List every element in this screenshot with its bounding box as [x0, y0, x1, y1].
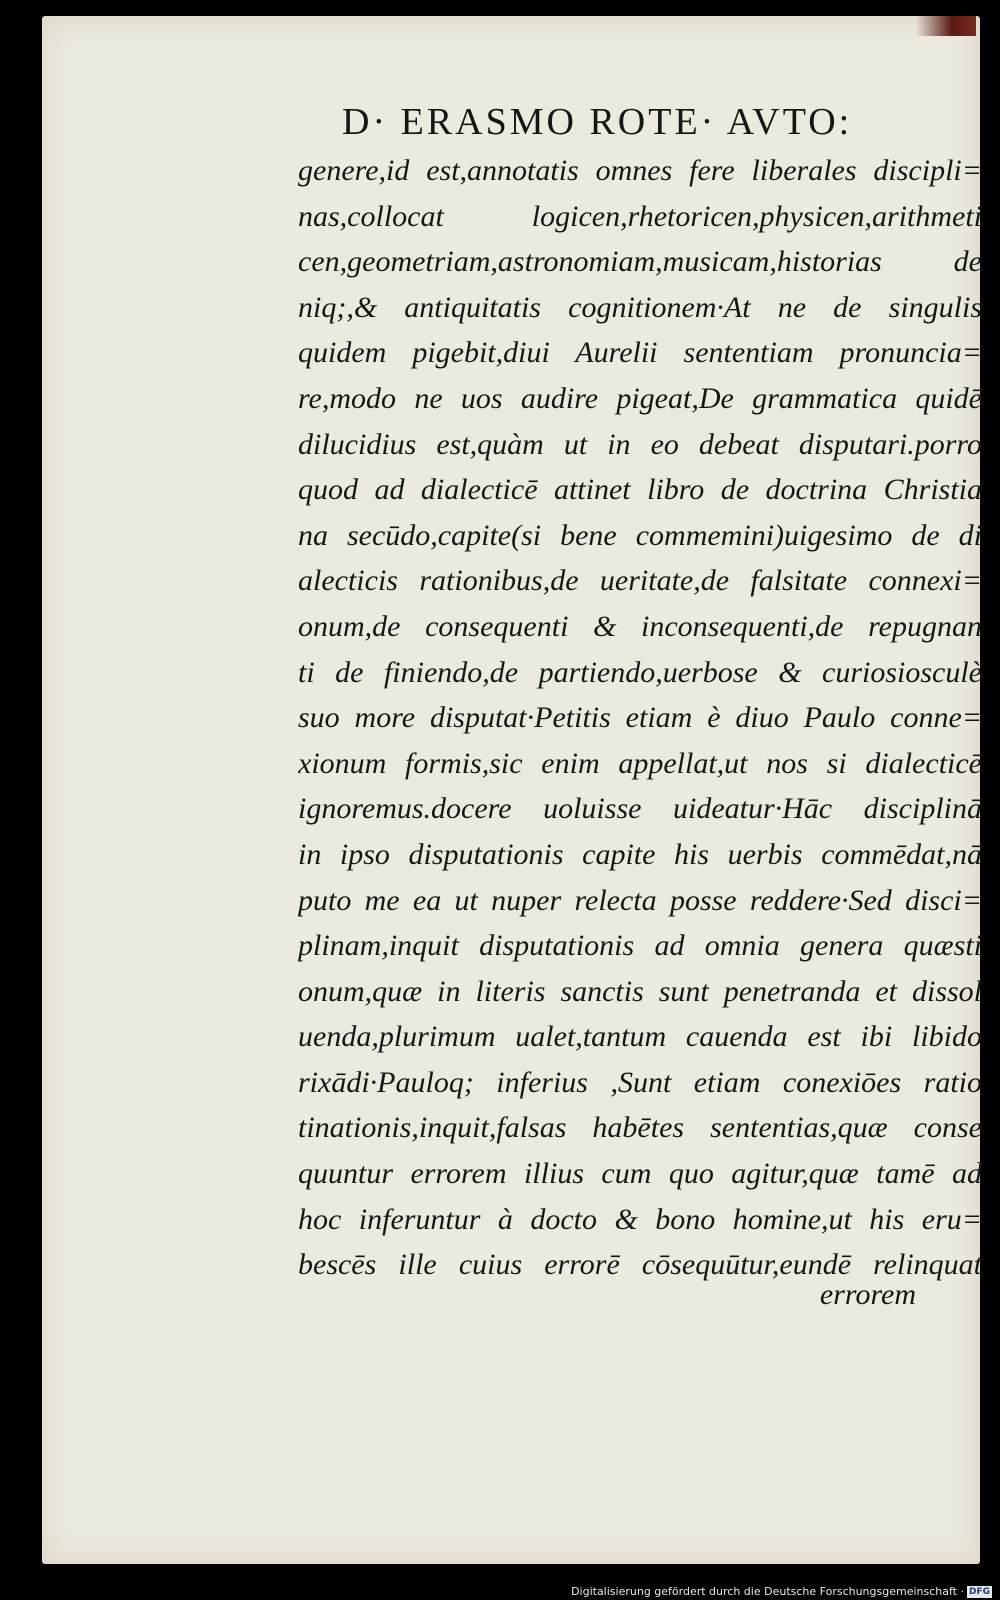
text-line: uenda,plurimum ualet,tantum cauenda est ibi libido	[298, 1020, 982, 1054]
text-line: hoc inferuntur à docto & bono homine,ut his eru=	[298, 1202, 982, 1236]
text-line: plinam,inquit disputationis ad omnia genera quæsti	[298, 929, 982, 963]
book-page	[42, 16, 980, 1564]
text-line: xionum formis,sic enim appellat,ut nos si dialecticē	[298, 746, 982, 780]
dfg-logo: DFG	[968, 1586, 990, 1597]
text-line: ignoremus.docere uoluisse uideatur·Hāc disciplinā	[298, 792, 982, 826]
text-line: na secūdo,capite(si bene commemini)uigesimo de di	[298, 518, 982, 552]
text-line: quod ad dialecticē attinet libro de doctrina Christia	[298, 473, 982, 507]
text-line: ti de finiendo,de partiendo,uerbose & curiosiosculè	[298, 655, 982, 689]
text-line: genere,id est,annotatis omnes fere liberales discipli=	[298, 154, 982, 187]
text-line: quuntur errorem illius cum quo agitur,quæ tamē ad	[298, 1157, 982, 1191]
body-text	[298, 148, 982, 1288]
text-line: cen,geometriam,astronomiam,musicam,historias de	[298, 245, 982, 279]
text-line: alecticis rationibus,de ueritate,de falsitate connexi=	[298, 564, 982, 598]
text-line: puto me ea ut nuper relecta posse reddere·Sed disci=	[298, 883, 982, 917]
digitization-credit	[571, 1585, 992, 1598]
text-line: dilucidius est,quàm ut in eo debeat disputari.porro	[298, 427, 982, 461]
text-line: onum,quæ in literis sanctis sunt penetranda et dissol	[298, 974, 982, 1008]
running-head: D· ERASMO ROTE· AVTO:	[342, 101, 853, 143]
credit-text: Digitalisierung gefördert durch die Deutsche Forschungsgemeinschaft ·	[571, 1585, 964, 1598]
text-line: re,modo ne uos audire pigeat,De grammatica quidē	[298, 381, 982, 415]
text-line: suo more disputat·Petitis etiam è diuo Paulo conne=	[298, 701, 982, 735]
text-line: quidem pigebit,diui Aurelii sententiam pronuncia=	[298, 336, 982, 370]
catchword: errorem	[819, 1278, 916, 1311]
text-line: tinationis,inquit,falsas habētes sententias,quæ conse	[298, 1111, 982, 1145]
text-line: niq;,& antiquitatis cognitionem·At ne de singulis	[298, 290, 982, 324]
corner-binding-mark	[916, 16, 976, 36]
text-line: rixādi·Pauloq; inferius ,Sunt etiam conexiōes ratio	[298, 1065, 982, 1099]
text-line: nas,collocat logicen,rhetoricen,physicen,arithmeti	[298, 199, 982, 233]
text-line: in ipso disputationis capite his uerbis commēdat,nā	[298, 837, 982, 871]
text-line: onum,de consequenti & inconsequenti,de repugnan	[298, 609, 982, 643]
text-line: bescēs ille cuius errorē cōsequūtur,eundē relinquat	[298, 1248, 982, 1282]
